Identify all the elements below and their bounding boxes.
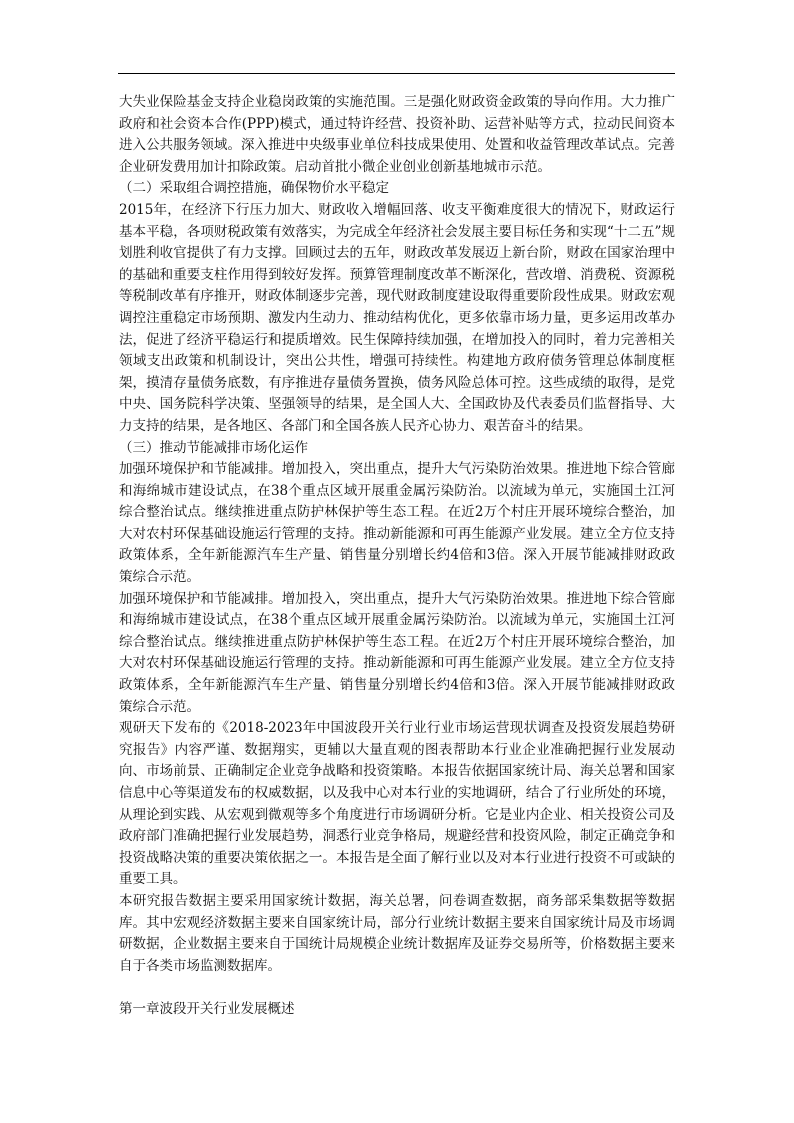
body-paragraph: 2015年，在经济下行压力加大、财政收入增幅回落、收支平衡难度很大的情况下，财政运行基本平稳，各项财税政策有效落实，为完成全年经济社会发展主要目标任务和实现“十二五”规划胜利收官提供了有力支撑。回顾过去的五年，财政改革发展迈上新台阶，财政在国家治理中的基础和重要支柱作用得到较好发挥。预算管理制度改革不断深化，营改增、消费税、资源税等税制改革有序推开，财政体制逐步完善，现代财政制度建设取得重要阶段性成果。财政宏观调控注重稳定市场预期、激发内生动力、推动结构优化，更多依靠市场力量，更多运用改革办法，促进了经济平稳运行和提质增效。民生保障持续加强，在增加投入的同时，着力完善相关领域支出政策和机制设计，突出公共性，增强可持续性。构建地方政府债务管理总体制度框架，摸清存量债务底数，有序推进存量债务置换，债务风险总体可控。这些成绩的取得，是党中央、国务院科学决策、坚强领导的结果，是全国人大、全国政协及代表委员们监督指导、大力支持的结果，是各地区、各部门和全国各族人民齐心协力、艰苦奋斗的结果。 <box>119 201 675 434</box>
body-paragraph: 加强环境保护和节能减排。增加投入，突出重点，提升大气污染防治效果。推进地下综合管廊和海绵城市建设试点，在38个重点区域开展重金属污染防治。以流域为单元，实施国土江河综合整治试点。继续推进重点防护林保护等生态工程。在近2万个村庄开展环境综合整治，加大对农村环保基础设施运行管理的支持。推动新能源和可再生能源产业发展。建立全方位支持政策体系，全年新能源汽车生产量、销售量分别增长约4倍和3倍。深入开展节能减排财政政策综合示范。 <box>119 461 675 586</box>
section-heading: （二）采取组合调控措施，确保物价水平稳定 <box>119 180 389 197</box>
body-paragraph: 本研究报告数据主要采用国家统计数据，海关总署，问卷调查数据，商务部采集数据等数据库。其中宏观经济数据主要来自国家统计局，部分行业统计数据主要来自国家统计局及市场调研数据，企业数据主要来自于国统计局规模企业统计数据库及证券交易所等，价格数据主要来自于各类市场监测数据库。 <box>119 892 675 974</box>
chapter-title: 第一章波段开关行业发展概述 <box>119 1001 295 1018</box>
document-body <box>119 92 675 1021</box>
body-paragraph: 观研天下发布的《2018-2023年中国波段开关行业行业市场运营现状调查及投资发展趋势研究报告》内容严谨、数据翔实，更辅以大量直观的图表帮助本行业企业准确把握行业发展动向、市场前景、正确制定企业竞争战略和投资策略。本报告依据国家统计局、海关总署和国家信息中心等渠道发布的权威数据，以及我中心对本行业的实地调研，结合了行业所处的环境，从理论到实践、从宏观到微观等多个角度进行市场调研分析。它是业内企业、相关投资公司及政府部门准确把握行业发展趋势，洞悉行业竞争格局，规避经营和投资风险，制定正确竞争和投资战略决策的重要决策依据之一。本报告是全面了解行业以及对本行业进行投资不可或缺的重要工具。 <box>119 720 675 888</box>
header-rule <box>118 73 675 74</box>
spacer <box>119 977 675 999</box>
body-paragraph: 大失业保险基金支持企业稳岗政策的实施范围。三是强化财政资金政策的导向作用。大力推广政府和社会资本合作(PPP)模式，通过特许经营、投资补助、运营补贴等方式，拉动民间资本进入公共服务领域。深入推进中央级事业单位科技成果使用、处置和收益管理改革试点。完善企业研发费用加计扣除政策。启动首批小微企业创业创新基地城市示范。 <box>119 94 675 175</box>
section-heading: （三）推动节能减排市场化运作 <box>119 439 308 456</box>
body-paragraph: 加强环境保护和节能减排。增加投入，突出重点，提升大气污染防治效果。推进地下综合管廊和海绵城市建设试点，在38个重点区域开展重金属污染防治。以流域为单元，实施国土江河综合整治试点。继续推进重点防护林保护等生态工程。在近2万个村庄开展环境综合整治，加大对农村环保基础设施运行管理的支持。推动新能源和可再生能源产业发展。建立全方位支持政策体系，全年新能源汽车生产量、销售量分别增长约4倍和3倍。深入开展节能减排财政政策综合示范。 <box>119 590 675 715</box>
